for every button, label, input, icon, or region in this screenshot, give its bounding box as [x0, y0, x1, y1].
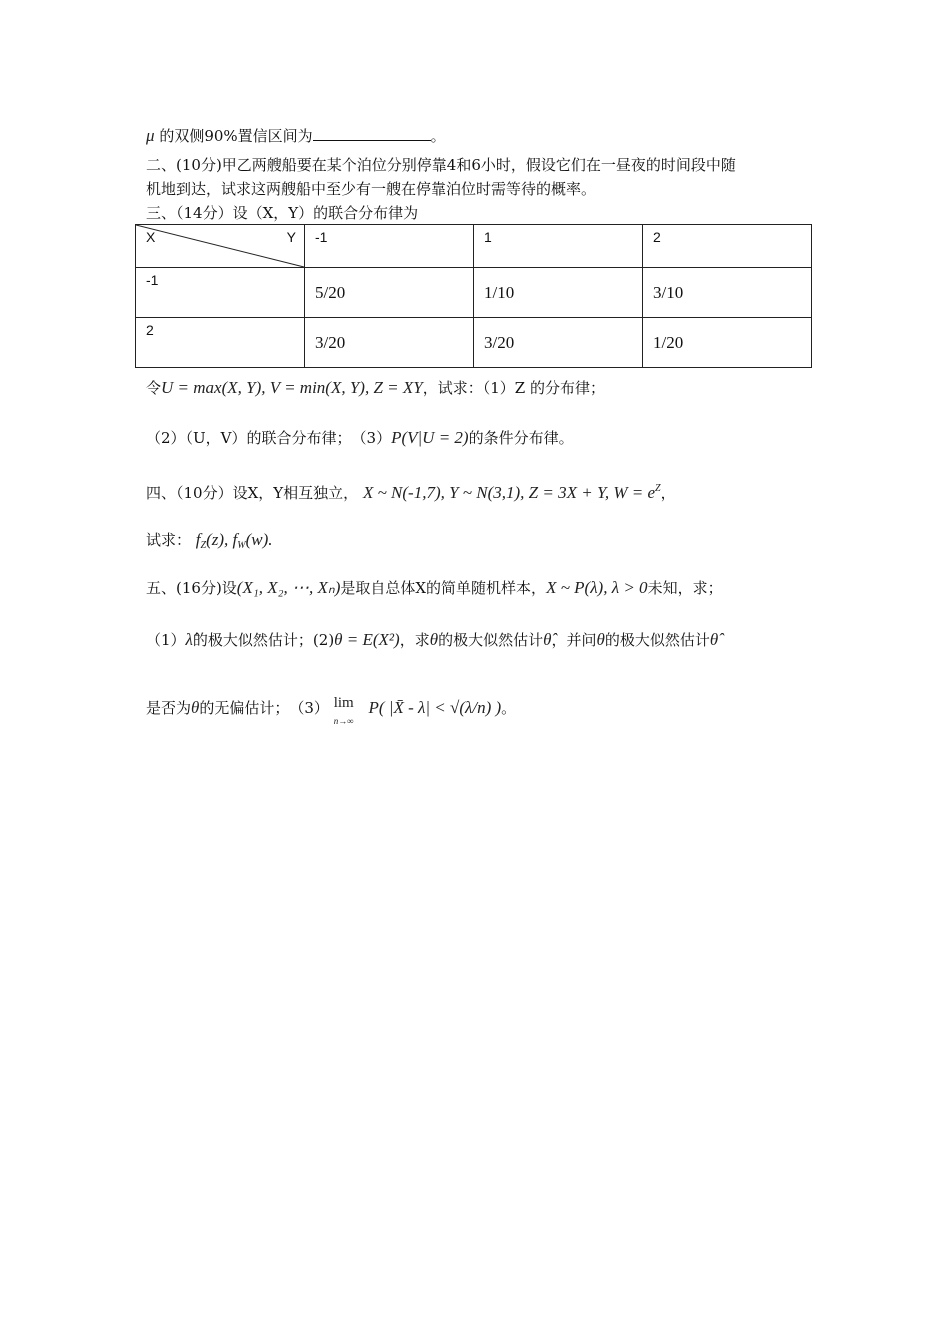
ci-text: 的双侧90%置信区间为	[159, 127, 313, 145]
ci-end: 。	[430, 127, 446, 145]
q4-line	[146, 479, 676, 503]
col-header-text: 1	[484, 229, 492, 245]
col-header-text: 2	[653, 229, 661, 245]
theta-symbol: θ	[596, 630, 605, 649]
q3-title: 三、（14分）设（X，Y）的联合分布律为	[146, 204, 419, 222]
f-symbol: f	[195, 530, 201, 549]
lim-text: lim	[333, 695, 354, 711]
table-cell	[643, 268, 812, 318]
table-row	[136, 268, 812, 318]
lim-subscript: n→∞	[333, 716, 354, 726]
theta-hat: θ̂	[543, 630, 552, 649]
theta-hat: θ̂	[709, 630, 719, 649]
table-cell	[305, 318, 474, 368]
p1-mid4: ，并问	[551, 631, 597, 649]
q5-end: 未知，求；	[647, 579, 723, 597]
row-label-text: -1	[146, 272, 159, 288]
table-cell	[305, 268, 474, 318]
row-label-text: 2	[146, 322, 154, 338]
p1-mid2: ，求	[399, 631, 430, 649]
table-header-row	[136, 225, 812, 268]
lambda-hat: λ̂	[185, 630, 193, 649]
density-mid: (z), f	[206, 530, 238, 549]
col-header	[474, 225, 643, 268]
q4-ask-line	[146, 530, 273, 556]
q4-title: 四、（10分）设X，Y相互独立，	[146, 484, 359, 502]
cell-value: 3/20	[315, 333, 346, 352]
sub-z: Z	[200, 540, 207, 551]
probability-formula: P( |X̄ - λ| < √(λ/n) )	[368, 698, 502, 717]
q3-ask2: （2）（U，V）的联合分布律； （3）	[146, 429, 392, 447]
q5-parts-line	[146, 630, 718, 650]
let-prefix: 令	[146, 379, 162, 397]
table-cell	[474, 318, 643, 368]
density-end: (w).	[245, 530, 273, 549]
density-formula	[196, 530, 273, 549]
row-label	[136, 268, 305, 318]
p3-end: 。	[501, 699, 517, 717]
p1-mid3: 的极大似然估计	[438, 631, 544, 649]
q5-mid: 是取自总体X的简单随机样本，	[340, 579, 547, 597]
corner-x-label: X	[146, 229, 156, 245]
p3-mid: 的无偏估计； （3）	[199, 699, 329, 717]
q2-line1: 二、(10分)甲乙两艘船要在某个泊位分别停靠4和6小时，假设它们在一昼夜的时间段中随	[146, 156, 736, 174]
confidence-interval-line	[146, 126, 446, 146]
q3-let-line	[146, 378, 605, 398]
cell-value: 1/10	[484, 283, 515, 302]
q4-ask-prefix: 试求：	[146, 531, 192, 549]
q5-prefix: 五、(16分)设	[146, 579, 237, 597]
col-header	[643, 225, 812, 268]
conditional-formula: P(V|U = 2)	[391, 428, 469, 447]
table-cell	[474, 268, 643, 318]
q4-formula: X ~ N(-1,7), Y ~ N(3,1), Z = 3X + Y, W = e	[362, 483, 656, 502]
diagonal-line	[136, 225, 305, 268]
theta-symbol: θ	[191, 698, 200, 717]
corner-y-label: Y	[286, 229, 296, 245]
joint-distribution-table	[135, 224, 812, 368]
mu-symbol: μ	[146, 126, 155, 145]
cell-value: 5/20	[315, 283, 346, 302]
q2-line2: 机地到达，试求这两艘船中至少有一艘在停靠泊位时需等待的概率。	[146, 180, 597, 198]
limit-operator	[333, 693, 364, 726]
p1-mid: 的极大似然估计；(2)	[192, 631, 335, 649]
p1-prefix: （1）	[146, 631, 186, 649]
col-header	[305, 225, 474, 268]
answer-blank[interactable]	[313, 126, 431, 141]
q4-end: ，	[660, 484, 676, 502]
uvz-formula: U = max(X, Y), V = min(X, Y), Z = XY	[161, 378, 423, 397]
p3-prefix: 是否为	[146, 699, 192, 717]
theta-def: θ = E(X²)	[334, 630, 400, 649]
q3-ask3: 的条件分布律。	[468, 429, 574, 447]
row-label	[136, 318, 305, 368]
poisson-formula: X ~ P(λ), λ > 0	[546, 578, 648, 597]
p1-mid5: 的极大似然估计	[604, 631, 710, 649]
table-row	[136, 318, 812, 368]
cell-value: 1/20	[653, 333, 684, 352]
q5-title-line	[146, 578, 723, 598]
q4-exponent: Z	[655, 483, 661, 494]
sub-w: W	[237, 540, 246, 551]
sample-formula: (X₁, X₂, ⋯, Xₙ)	[236, 578, 341, 597]
col-header-text: -1	[315, 229, 328, 245]
corner-cell	[136, 225, 305, 268]
table-cell	[643, 318, 812, 368]
q3-ask-line	[146, 428, 574, 448]
q5-part3-line	[146, 693, 517, 726]
cell-value: 3/10	[653, 283, 684, 302]
theta-symbol: θ	[429, 630, 439, 649]
cell-value: 3/20	[484, 333, 515, 352]
q3-ask1: ，试求：（1）Z 的分布律；	[422, 379, 605, 397]
